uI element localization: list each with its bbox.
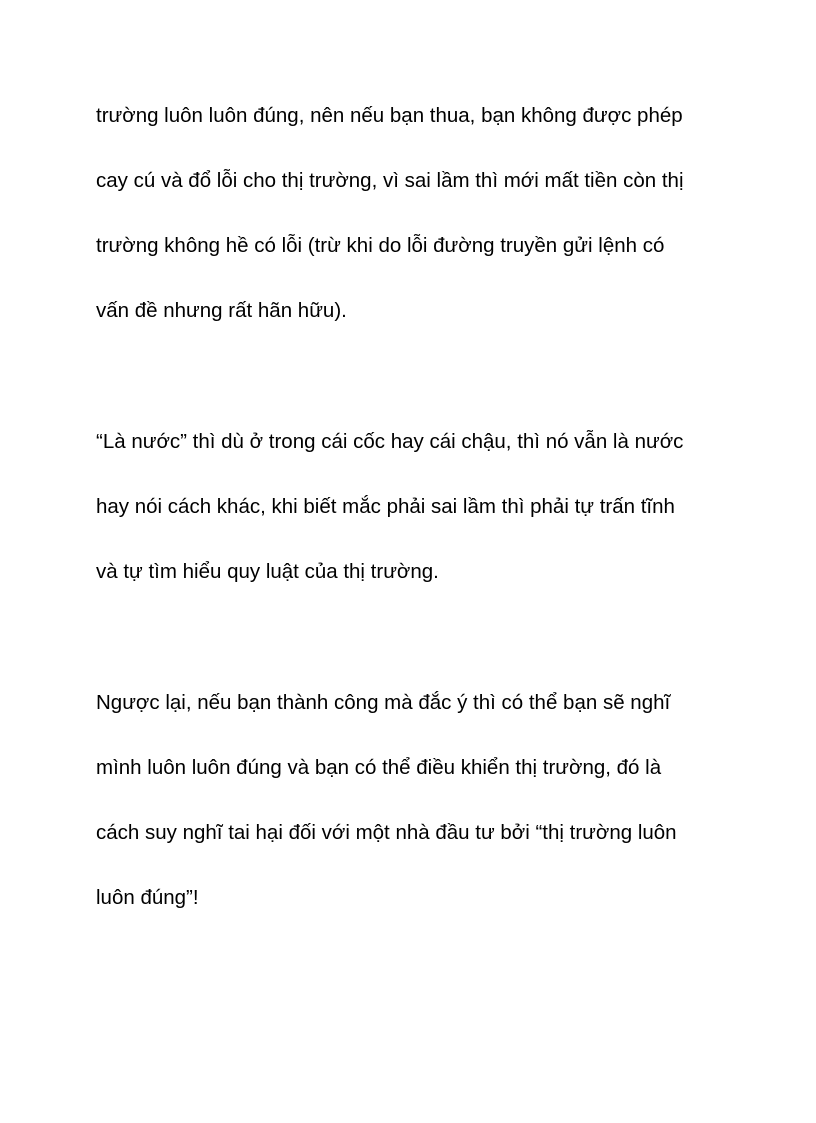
text-line: luôn đúng”! (96, 886, 199, 909)
paragraph-3 (96, 670, 736, 930)
text-line: “Là nước” thì dù ở trong cái cốc hay cái chậu, thì nó vẫn là nước (96, 430, 684, 453)
paragraph-1 (96, 83, 736, 343)
text-line: và tự tìm hiểu quy luật của thị trường. (96, 560, 439, 583)
text-line: vấn đề nhưng rất hãn hữu). (96, 299, 347, 322)
text-line: cay cú và đổ lỗi cho thị trường, vì sai lầm thì mới mất tiền còn thị (96, 169, 684, 192)
text-line: mình luôn luôn đúng và bạn có thể điều khiển thị trường, đó là (96, 756, 662, 779)
paragraph-2 (96, 409, 736, 604)
text-line: hay nói cách khác, khi biết mắc phải sai lầm thì phải tự trấn tĩnh (96, 495, 675, 518)
text-line: cách suy nghĩ tai hại đối với một nhà đầu tư bởi “thị trường luôn (96, 821, 677, 844)
text-line: trường luôn luôn đúng, nên nếu bạn thua, bạn không được phép (96, 104, 683, 127)
text-line: Ngược lại, nếu bạn thành công mà đắc ý thì có thể bạn sẽ nghĩ (96, 691, 671, 714)
text-line: trường không hề có lỗi (trừ khi do lỗi đường truyền gửi lệnh có (96, 234, 665, 257)
